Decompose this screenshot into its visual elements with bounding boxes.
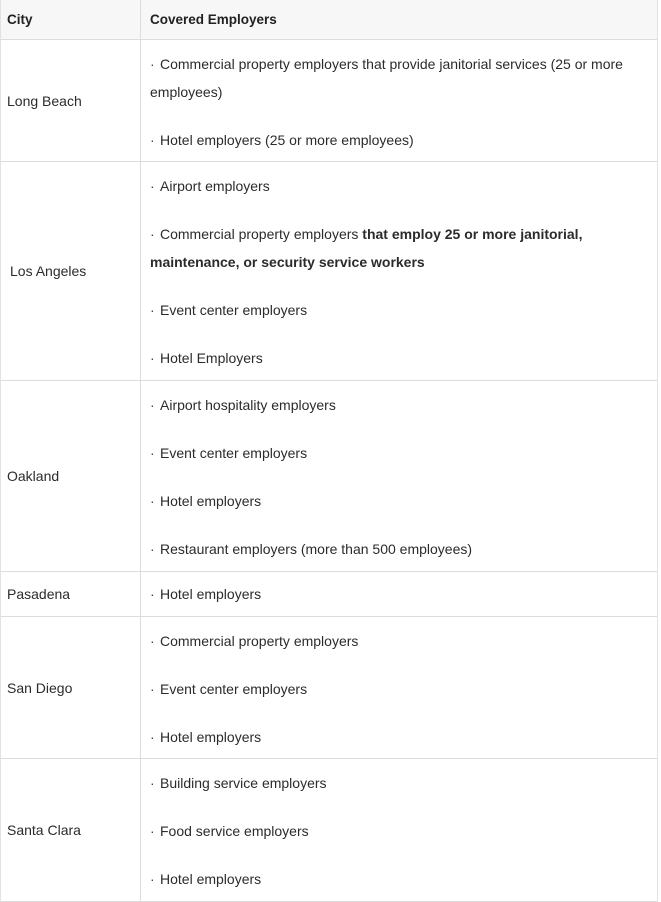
employer-list — [150, 381, 645, 567]
list-item — [150, 296, 645, 324]
bullet-icon: · — [150, 56, 155, 72]
bullet-icon: · — [150, 775, 155, 791]
employer-text: Hotel employers — [160, 586, 262, 602]
header-covered-employers: Covered Employers — [150, 12, 277, 27]
employer-text: Hotel employers — [160, 871, 262, 887]
bullet-icon: · — [150, 302, 155, 318]
list-item — [150, 50, 645, 106]
employer-text: Food service employers — [160, 823, 309, 839]
bullet-icon: · — [150, 681, 155, 697]
bullet-icon: · — [150, 633, 155, 649]
bullet-icon: · — [150, 541, 155, 557]
bullet-icon: · — [150, 729, 155, 745]
employers-cell — [141, 162, 657, 380]
employer-text: Commercial property employers — [160, 226, 363, 242]
bullet-icon: · — [150, 493, 155, 509]
employer-text: Hotel Employers — [160, 350, 263, 366]
city-cell — [1, 40, 141, 161]
list-item — [150, 172, 645, 200]
bullet-icon: · — [150, 586, 155, 602]
table-header-row — [1, 0, 657, 40]
city-cell — [1, 162, 141, 380]
list-item — [150, 675, 645, 703]
list-item — [150, 220, 645, 276]
bullet-icon: · — [150, 871, 155, 887]
table-row — [1, 381, 657, 572]
employer-text: Commercial property employers — [160, 633, 359, 649]
employer-text: Hotel employers — [160, 729, 262, 745]
city-name: Long Beach — [7, 92, 82, 109]
employer-list — [150, 40, 645, 158]
employers-cell — [141, 759, 657, 901]
employer-text: Commercial property employers that provide janitorial services (25 or more employees) — [150, 56, 623, 100]
employer-list — [150, 759, 645, 897]
header-city: City — [1, 0, 141, 39]
table-row — [1, 162, 657, 381]
employer-text: Airport hospitality employers — [160, 397, 336, 413]
bullet-icon: · — [150, 226, 155, 242]
city-name: Santa Clara — [7, 822, 81, 838]
list-item — [150, 344, 645, 372]
employer-text: Hotel employers (25 or more employees) — [160, 132, 414, 148]
city-cell — [1, 381, 141, 571]
city-name: Los Angeles — [10, 263, 87, 279]
list-item — [150, 865, 645, 893]
employer-text: Restaurant employers (more than 500 employees) — [160, 541, 473, 557]
list-item — [150, 817, 645, 845]
list-item — [150, 391, 645, 419]
list-item — [150, 126, 645, 154]
list-item — [150, 535, 645, 563]
city-name: Oakland — [7, 468, 60, 484]
employers-cell — [141, 572, 657, 616]
city-cell — [1, 572, 141, 616]
employer-list — [150, 162, 645, 376]
bullet-icon: · — [150, 132, 155, 148]
city-name: San Diego — [7, 679, 73, 696]
employers-cell — [141, 381, 657, 571]
employer-text: Building service employers — [160, 775, 327, 791]
bullet-icon: · — [150, 397, 155, 413]
employer-text: Hotel employers — [160, 493, 262, 509]
table-row — [1, 617, 657, 759]
employer-text: Airport employers — [160, 178, 270, 194]
list-item — [150, 627, 645, 655]
list-item — [150, 487, 645, 515]
city-cell — [1, 759, 141, 901]
employer-list — [150, 617, 645, 755]
list-item — [150, 580, 645, 608]
employer-list — [150, 572, 645, 612]
bullet-icon: · — [150, 178, 155, 194]
table-row — [1, 572, 657, 617]
employers-cell — [141, 617, 657, 758]
employer-text-bold: that employ 25 or more janitorial, maintenance, or security service workers — [150, 226, 583, 270]
city-name: Pasadena — [7, 586, 71, 602]
employers-cell — [141, 40, 657, 161]
table-row — [1, 759, 657, 902]
bullet-icon: · — [150, 823, 155, 839]
employer-text: Event center employers — [160, 302, 308, 318]
table-row — [1, 40, 657, 162]
city-cell — [1, 617, 141, 758]
employer-text: Event center employers — [160, 681, 308, 697]
list-item — [150, 439, 645, 467]
employer-text: Event center employers — [160, 445, 308, 461]
bullet-icon: · — [150, 350, 155, 366]
list-item — [150, 769, 645, 797]
bullet-icon: · — [150, 445, 155, 461]
list-item — [150, 723, 645, 751]
